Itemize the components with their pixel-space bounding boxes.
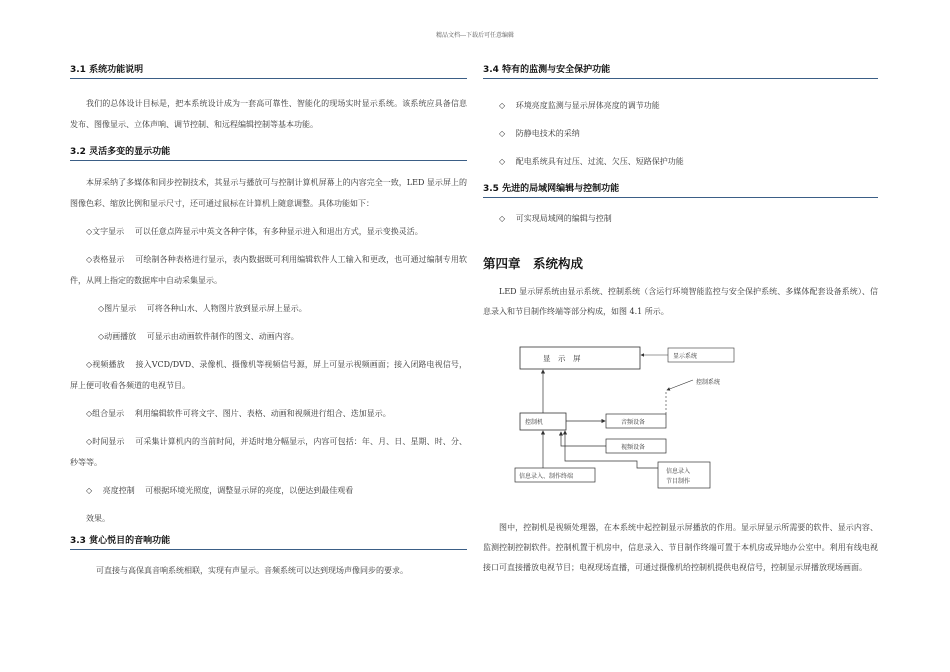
screen-label: 显 示 屏 [543,354,581,363]
feature-text-display: ◇文字显示 可以任意点阵显示中英文各种字体，有多种显示进入和退出方式，显示变换灵活。 [86,227,423,236]
section-3-4-title: 3.4 特有的监测与安全保护功能 [483,62,878,79]
left-column [70,62,467,581]
feature-brightness-tail: 效果。 [86,514,110,523]
feature-brightness: ◇ 亮度控制 可根据环境光照度，调整显示屏的亮度，以便达到最佳观看 [86,486,354,495]
controller-label: 控制机 [525,419,544,426]
page-header: 精品文档---下载后可任意编辑 [435,32,515,39]
section-3-3-body: 可直接与高保真音响系统相联，实现有声显示。音频系统可以达到现场声像同步的要求。 [96,566,408,575]
monitor-item-2: ◇ 防静电技术的采纳 [499,129,580,138]
chapter-4-intro: LED 显示屏系统由显示系统、控制系统（含运行环境智能监控与安全保护系统、多媒体配套设备系统）、信息录入和节目制作终端等部分构成，如图 4.1 所示。 [483,287,878,316]
lan-item-1: ◇ 可实现局域网的编辑与控制 [499,214,612,223]
section-3-1-title: 3.1 系统功能说明 [70,62,467,79]
feature-time: ◇时间显示 可采集计算机内的当前时间，并适时地分幅显示，内容可包括：年、月、日、星期、时、分、秒等等。 [70,437,467,467]
section-3-1-body: 我们的总体设计目标是，把本系统设计成为一套高可靠性、智能化的现场实时显示系统。该系统应具备信息发布、图像显示、立体声响、调节控制、和远程编辑控制等基本功能。 [70,99,467,129]
display-system-label: 显示系统 [673,353,698,360]
feature-animation: ◇动画播放 可显示由动画软件制作的图文、动画内容。 [98,332,299,341]
chapter-4-figure-note: 图中，控制机是视频处理器，在本系统中起控制显示屏播放的作用。显示屏显示所需要的软件、显示内容、监测控制控制软件。控制机置于机房中，信息录入、节目制作终端可置于本机房或异地办公室中。利用有线电视接口可直接播放电视节目；电视现场直播，可通过摄像机给控制机提供电视信号，控制显示屏播放现场画面。 [483,523,878,572]
monitor-item-1: ◇ 环境亮度监测与显示屏体亮度的调节功能 [499,101,660,110]
control-system-label: 控制系统 [696,379,721,386]
feature-video: ◇视频播放 接入VCD/DVD、录像机、摄像机等视频信号源，屏上可显示视频画面；接入闭路电视信号，屏上便可收看各频道的电视节目。 [70,360,467,390]
section-3-2-title: 3.2 灵活多变的显示功能 [70,144,467,161]
system-structure-diagram [503,344,763,494]
section-3-5-title: 3.5 先进的局域网编辑与控制功能 [483,181,878,198]
video-device-label: 视频设备 [621,444,646,451]
chapter-4-title: 第四章 系统构成 [483,256,584,271]
audio-device-label: 音频设备 [621,419,646,426]
right-column [483,62,878,572]
feature-table-display: ◇表格显示 可绘制各种表格进行显示，表内数据既可利用编辑软件人工输入和更改，也可通过编制专用软件，从网上指定的数据库中自动采集显示。 [70,255,467,285]
info-input-label: 信息录入、制作终端 [519,473,574,480]
section-3-2-intro: 本屏采纳了多媒体和同步控制技术，其显示与播放可与控制计算机屏幕上的内容完全一致，LED 显示屏上的图像色彩、缩放比例和显示尺寸，还可通过鼠标在计算机上随意调整。具体功能如下： [70,178,467,208]
feature-picture-display: ◇图片显示 可将各种山水、人物图片放到显示屏上显示。 [98,304,307,313]
program-production-label-1: 信息录入 [666,468,691,475]
feature-combo: ◇组合显示 利用编辑软件可将文字、图片、表格、动画和视频进行组合、迭加显示。 [86,409,391,418]
monitor-item-3: ◇ 配电系统具有过压、过流、欠压、短路保护功能 [499,157,684,166]
program-production-label-2: 节目制作 [666,478,691,485]
section-3-3-title: 3.3 赏心悦目的音响功能 [70,533,467,550]
